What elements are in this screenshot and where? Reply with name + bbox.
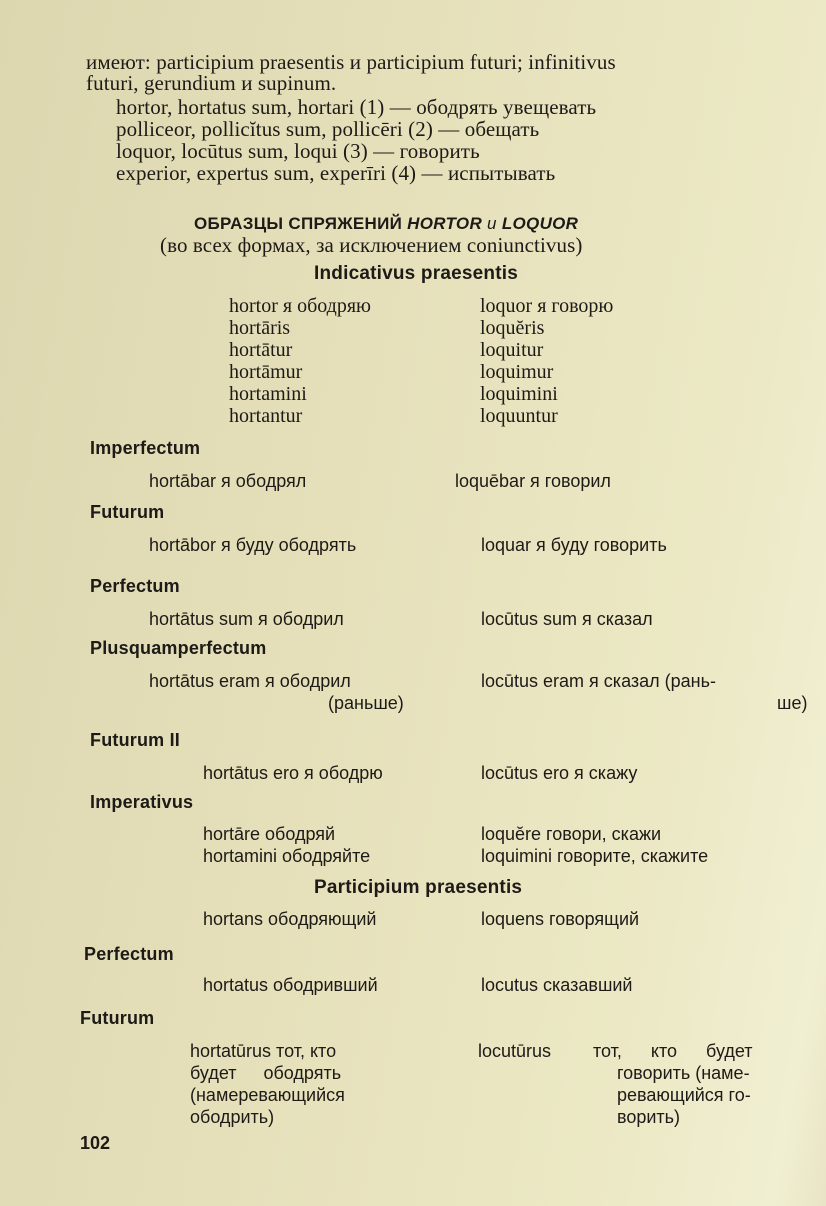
loquor-imperativus-2: loquimini говорите, скажите — [481, 846, 709, 866]
section-label-futurum: Futurum — [90, 502, 165, 522]
loquor-futurum: loquar я буду говорить — [481, 535, 667, 555]
hortor-futurum: hortābor я буду ободрять — [149, 535, 357, 555]
section-label-participium-futurum: Futurum — [80, 1008, 155, 1028]
conjugation-subtitle: (во всех формах, за исключением coniunctivus) — [160, 233, 583, 257]
title-conj: и — [482, 214, 502, 233]
hortor-perfectum: hortātus sum я ободрил — [149, 609, 344, 629]
hortor-plusquamperfectum-line-1: hortātus eram я ободрил — [149, 671, 351, 691]
loquor-plusquamperfectum-line-1: locūtus eram я сказал (рань- — [481, 671, 716, 691]
section-label-imperfectum: Imperfectum — [90, 438, 201, 458]
loquor-present-3: loquitur — [480, 339, 544, 361]
loquor-imperfectum: loquēbar я говорил — [455, 471, 611, 491]
section-heading-indicativus: Indicativus praesentis — [314, 263, 518, 284]
section-label-perfectum: Perfectum — [90, 576, 180, 596]
hortor-participium-futurum-2: будет ободрять — [190, 1063, 342, 1083]
page-number: 102 — [80, 1133, 111, 1153]
title-prefix: ОБРАЗЦЫ СПРЯЖЕНИЙ — [194, 214, 408, 233]
hortor-participium-futurum-3: (намеревающийся — [190, 1085, 345, 1105]
vocab-item: loquor, locūtus sum, loqui (3) — говорить — [116, 139, 480, 163]
loquor-present-6: loquuntur — [480, 405, 558, 427]
vocab-item: hortor, hortatus sum, hortari (1) — ободрять увещевать — [116, 95, 597, 119]
loquor-imperativus-1: loquĕre говори, скажи — [481, 824, 662, 844]
loquor-participium-futurum-4: ворить) — [617, 1107, 681, 1127]
section-label-plusquamperfectum: Plusquamperfectum — [90, 638, 267, 658]
hortor-present-5: hortamini — [229, 383, 307, 405]
loquor-participium-futurum-2: говорить (наме- — [617, 1063, 750, 1083]
hortor-participium-futurum-1: hortatūrus тот, кто — [190, 1041, 337, 1061]
vocab-item: polliceor, pollicĭtus sum, pollicēri (2) — обещать — [116, 117, 540, 141]
title-verb-1: HORTOR — [407, 214, 483, 233]
loquor-perfectum: locūtus sum я сказал — [481, 609, 653, 629]
loquor-present-4: loquimur — [480, 361, 554, 383]
loquor-participium-futurum-3: ревающийся го- — [617, 1085, 751, 1105]
hortor-imperfectum: hortābar я ободрял — [149, 471, 307, 491]
loquor-participium-futurum-1: тот, кто будет — [593, 1041, 753, 1061]
vocab-item: experior, expertus sum, experīri (4) — испытывать — [116, 161, 556, 185]
section-label-imperativus: Imperativus — [90, 792, 194, 812]
section-label-participium-perfectum: Perfectum — [84, 944, 174, 964]
hortor-present-4: hortāmur — [229, 361, 303, 383]
loquor-participium-praesens: loquens говорящий — [481, 909, 640, 929]
hortor-participium-perfectum: hortatus ободривший — [203, 975, 378, 995]
hortor-present-6: hortantur — [229, 405, 303, 427]
conjugation-title — [194, 214, 578, 234]
intro-line-2: futuri, gerundium и supinum. — [86, 71, 337, 95]
hortor-plusquamperfectum-line-2: (раньше) — [328, 693, 404, 713]
title-verb-2: LOQUOR — [501, 214, 579, 233]
loquor-participium-perfectum: locutus сказавший — [481, 975, 633, 995]
hortor-participium-praesens: hortans ободряющий — [203, 909, 377, 929]
loquor-plusquamperfectum-line-2: ше) — [777, 693, 808, 713]
hortor-imperativus-1: hortāre ободряй — [203, 824, 336, 844]
loquor-futurum-ii: locūtus ero я скажу — [481, 763, 638, 783]
intro-line-1: имеют: participium praesentis и participium futuri; infinitivus — [86, 50, 616, 74]
loquor-participium-futurum-word: locutūrus — [478, 1041, 552, 1061]
section-label-futurum-ii: Futurum II — [90, 730, 180, 750]
section-heading-participium: Participium praesentis — [314, 877, 523, 898]
loquor-present-1: loquor я говорю — [480, 295, 614, 317]
hortor-participium-futurum-4: ободрить) — [190, 1107, 275, 1127]
hortor-present-3: hortātur — [229, 339, 293, 361]
hortor-imperativus-2: hortamini ободряйте — [203, 846, 371, 866]
loquor-present-2: loquĕris — [480, 317, 545, 339]
hortor-futurum-ii: hortātus ero я ободрю — [203, 763, 383, 783]
hortor-present-1: hortor я ободряю — [229, 295, 371, 317]
hortor-present-2: hortāris — [229, 317, 291, 339]
loquor-present-5: loquimini — [480, 383, 558, 405]
